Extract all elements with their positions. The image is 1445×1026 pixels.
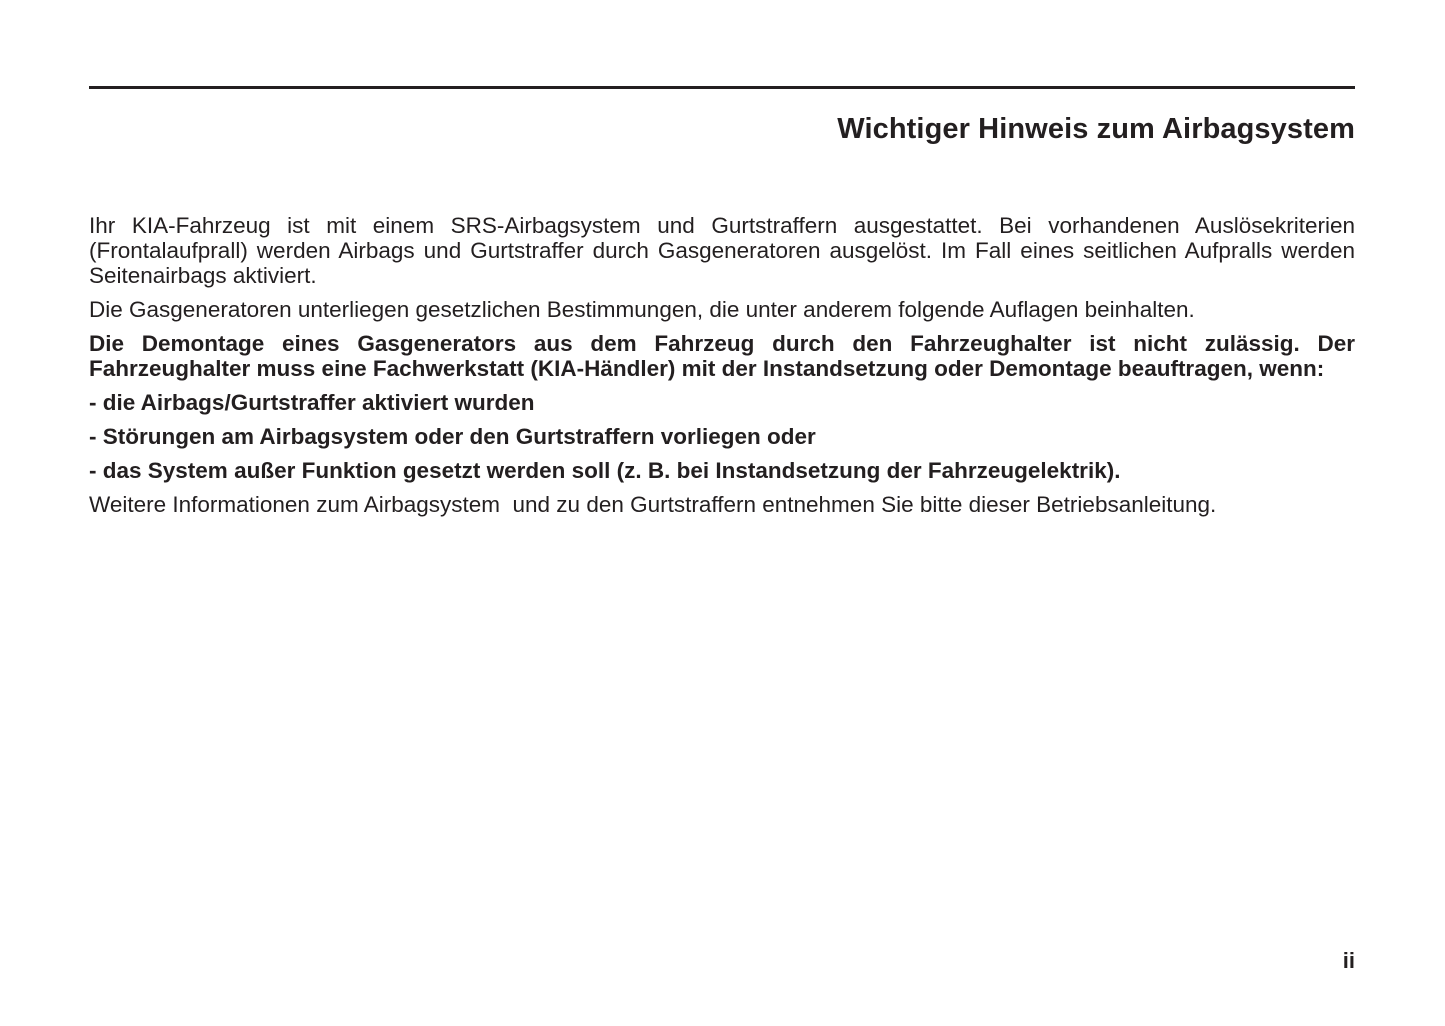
condition-item: - das System außer Funktion gesetzt werden soll (z. B. bei Instandsetzung der Fahrzeugelektrik). [89, 458, 1121, 483]
warning-paragraph: Die Demontage eines Gasgenerators aus dem Fahrzeug durch den Fahrzeughalter ist nicht zulässig. Der Fahrzeughalter muss eine Fachwerkstatt (KIA-Händler) mit der Instandsetzung oder Demontage beauftragen, wenn: [89, 331, 1355, 381]
page-title: Wichtiger Hinweis zum Airbagsystem [837, 113, 1355, 145]
page-content [89, 213, 1355, 526]
regulations-paragraph: Die Gasgeneratoren unterliegen gesetzlichen Bestimmungen, die unter anderem folgende Auflagen beinhalten. [89, 297, 1195, 322]
intro-paragraph: Ihr KIA-Fahrzeug ist mit einem SRS-Airbagsystem und Gurtstraffern ausgestattet. Bei vorhandenen Auslösekriterien (Frontalaufprall) werden Airbags und Gurtstraffer durch Gasgeneratoren ausgelöst. Im Fall eines seitlichen Aufpralls werden Seitenairbags aktiviert. [89, 213, 1355, 288]
header-rule [89, 86, 1355, 89]
condition-item: - die Airbags/Gurtstraffer aktiviert wurden [89, 390, 535, 415]
page-number: ii [1342, 948, 1355, 973]
further-info-paragraph: Weitere Informationen zum Airbagsystem und zu den Gurtstraffern entnehmen Sie bitte dieser Betriebsanleitung. [89, 492, 1217, 517]
condition-item: - Störungen am Airbagsystem oder den Gurtstraffern vorliegen oder [89, 424, 816, 449]
